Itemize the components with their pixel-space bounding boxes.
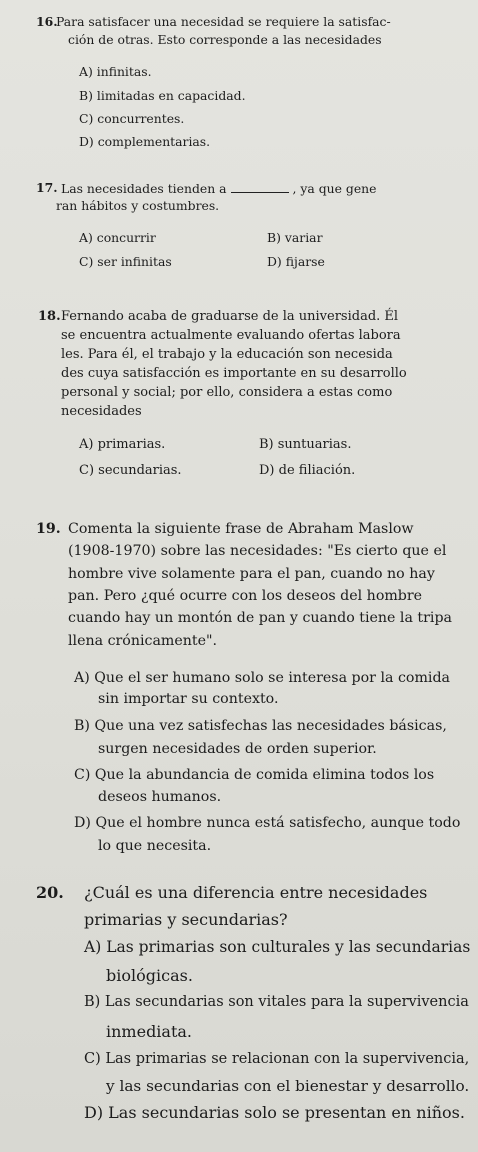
question-stem-line: primarias y secundarias? [84, 910, 288, 929]
stem-text: Las necesidades tienden a [61, 181, 227, 196]
option-d[interactable] [74, 815, 460, 831]
option-text: Las primarias se relacionan con la supervivencia, [105, 1051, 470, 1067]
option-text: primarias. [97, 437, 166, 452]
question-stem-line: Fernando acaba de graduarse de la universidad. Él [61, 309, 399, 324]
option-b[interactable] [84, 994, 469, 1010]
option-text: complementarias. [97, 134, 211, 149]
question-number: 18. [38, 309, 61, 324]
option-text-continued: sin importar su contexto. [98, 691, 279, 707]
question-stem-line: Comenta la siguiente frase de Abraham Maslow [68, 521, 414, 537]
option-text: Las secundarias solo se presentan en niños. [108, 1103, 465, 1122]
option-text: Que el hombre nunca está satisfecho, aunque todo [95, 815, 461, 831]
question-number: 17. [36, 180, 58, 195]
option-text: Que el ser humano solo se interesa por la comida [94, 670, 450, 686]
option-text: suntuarias. [277, 437, 352, 452]
option-text: ser infinitas [97, 254, 172, 269]
option-letter: A) [74, 670, 90, 686]
option-letter: B) [79, 88, 93, 103]
option-letter: B) [74, 718, 90, 734]
option-c[interactable] [84, 1051, 469, 1067]
question-stem-line: se encuentra actualmente evaluando ofertas labora [61, 328, 401, 343]
option-letter: A) [84, 938, 102, 956]
question-stem-line: les. Para él, el trabajo y la educación son necesida [61, 347, 393, 362]
option-b[interactable] [74, 718, 447, 734]
option-text: concurrir [96, 230, 156, 245]
option-text: Las secundarias son vitales para la supervivencia [104, 994, 469, 1010]
option-c[interactable] [79, 111, 184, 126]
question-stem-line [61, 180, 377, 196]
option-letter: A) [79, 230, 93, 245]
option-b[interactable] [267, 230, 323, 245]
option-d[interactable] [79, 134, 210, 149]
option-text: infinitas. [96, 64, 152, 79]
option-letter: C) [84, 1051, 101, 1067]
option-letter: D) [267, 254, 282, 269]
option-d[interactable] [84, 1103, 465, 1122]
option-text-continued: lo que necesita. [98, 838, 212, 854]
option-text: concurrentes. [97, 111, 185, 126]
stem-text: , ya que gene [292, 181, 377, 196]
answer-blank[interactable] [231, 180, 289, 193]
option-letter: B) [267, 230, 281, 245]
option-letter: D) [74, 815, 91, 831]
option-text: Que la abundancia de comida elimina todos los [94, 767, 435, 783]
option-letter: A) [79, 437, 94, 452]
option-text: Que una vez satisfechas las necesidades básicas, [94, 718, 447, 734]
option-letter: A) [79, 64, 93, 79]
option-letter: D) [79, 134, 94, 149]
option-a[interactable] [84, 938, 470, 956]
question-stem-line: Para satisfacer una necesidad se requiere la satisfac- [56, 14, 391, 29]
question-stem-line: necesidades [61, 404, 142, 419]
option-text-continued: biológicas. [106, 966, 193, 985]
option-d[interactable] [267, 254, 325, 269]
option-text-continued: deseos humanos. [98, 789, 222, 805]
option-c[interactable] [79, 254, 172, 269]
option-text: Las primarias son culturales y las secundarias [106, 938, 471, 956]
option-a[interactable] [79, 230, 156, 245]
question-stem-line: des cuya satisfacción es importante en su desarrollo [61, 366, 407, 381]
option-a[interactable] [79, 64, 152, 79]
question-stem-line: ción de otras. Esto corresponde a las necesidades [68, 32, 382, 47]
option-letter: B) [259, 437, 274, 452]
question-stem-line: llena crónicamente". [68, 633, 218, 649]
option-text: variar [284, 230, 323, 245]
option-c[interactable] [74, 767, 434, 783]
question-number: 16. [36, 14, 58, 29]
option-text-continued: surgen necesidades de orden superior. [98, 741, 377, 757]
option-letter: D) [259, 463, 275, 478]
option-a[interactable] [74, 670, 450, 686]
option-text-continued: inmediata. [106, 1022, 193, 1041]
option-a[interactable] [79, 437, 165, 452]
option-b[interactable] [259, 437, 351, 452]
option-text: fijarse [285, 254, 325, 269]
option-letter: C) [74, 767, 91, 783]
question-stem-line: personal y social; por ello, considera a estas como [61, 385, 393, 400]
option-letter: C) [79, 254, 94, 269]
question-stem-line: ran hábitos y costumbres. [56, 198, 220, 213]
question-stem-line: cuando hay un montón de pan y cuando tiene la tripa [68, 610, 452, 626]
option-text: de filiación. [278, 463, 356, 478]
question-number: 19. [36, 521, 61, 537]
question-stem-line: pan. Pero ¿qué ocurre con los deseos del hombre [68, 588, 423, 604]
question-stem-line: hombre vive solamente para el pan, cuando no hay [68, 566, 435, 582]
option-letter: C) [79, 111, 94, 126]
option-text: secundarias. [98, 463, 182, 478]
option-text-continued: y las secundarias con el bienestar y desarrollo. [106, 1077, 470, 1095]
option-d[interactable] [259, 463, 355, 478]
question-stem-line: (1908-1970) sobre las necesidades: "Es cierto que el [68, 543, 447, 559]
option-text: limitadas en capacidad. [96, 88, 246, 103]
question-stem-line: ¿Cuál es una diferencia entre necesidades [84, 883, 428, 902]
option-letter: C) [79, 463, 95, 478]
option-letter: D) [84, 1103, 104, 1122]
option-letter: B) [84, 994, 101, 1010]
option-b[interactable] [79, 88, 246, 103]
question-number: 20. [36, 883, 64, 902]
option-c[interactable] [79, 463, 182, 478]
